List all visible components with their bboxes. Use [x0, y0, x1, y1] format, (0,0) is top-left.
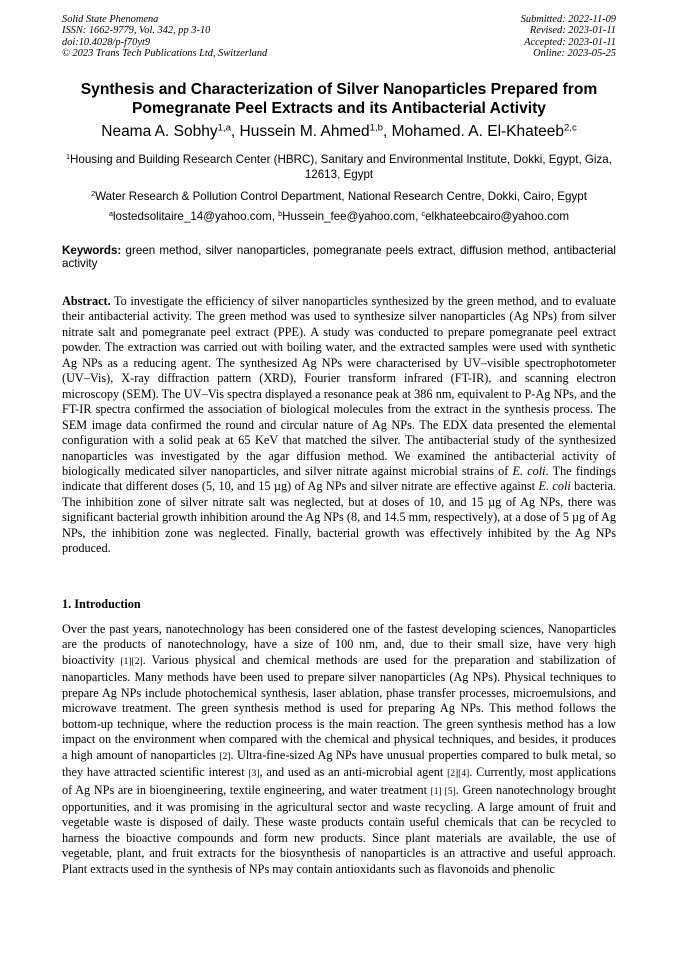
author-separator: , [382, 123, 392, 140]
author-name: Neama A. Sobhy [101, 123, 218, 140]
paper-title: Synthesis and Characterization of Silver Nanoparticles Prepared from Pomegranate Peel Extracts and its Antibacterial Activity [80, 81, 598, 117]
author-list [62, 122, 616, 141]
author-affil-sup: 2,c [563, 122, 577, 134]
species-name: E. coli [538, 479, 571, 494]
date-accepted: Accepted: 2023-01-11 [524, 36, 616, 48]
author-affil-sup: 1,b [369, 122, 383, 134]
intro-text: . Currently, most applications of Ag NPs are in bioengineering, textile engineering, and water treatment [62, 765, 617, 797]
abstract-text: To investigate the efficiency of silver nanoparticles synthesized by the green method, and to evaluate their antibacterial activity. The green method was used to synthesize silver nanoparticles (Ag NPs) from silver nitrate salt and pomegranate peel extract (PPE). A study was conducted to prepare pomegranate peel extract powder. The extraction was carried out with boiling water, and the extracted samples were used with synthetic Ag NPs as a reducing agent. The synthesized Ag NPs were characterised by UV–visible spectrophotometer (UV–Vis), X-ray diffraction pattern (XRD), Fourier transform infrared (FT-IR), and scanning electron microscopy (SEM). The UV–Vis spectra displayed a resonance peak at 386 nm, equivalent to P-Ag NPs, and the FT-IR spectra confirmed the association of biological molecules from the extract in the synthesis process. The SEM image data confirmed the round and circular nature of Ag NPs. The EDX data presented the elemental configuration with a solid peak at 65 KeV that matched the silver. The antibacterial study of the synthesized nanoparticles was investigated by the agar diffusion method. We examined the antibacterial activity of biologically medicated silver nanoparticles, and silver nitrate against microbial strains of [62, 294, 616, 478]
intro-text: . Ultra-fine-sized Ag NPs have unusual properties compared to bulk metal, so they have attracted scientific interest [62, 747, 616, 780]
affiliation-text: Water Research & Pollution Control Department, National Research Centre, Dokki, Cairo, Egypt [95, 190, 587, 203]
journal-info [62, 14, 267, 59]
keywords-text: green method, silver nanoparticles, pomegranate peels extract, diffusion method, antibacterial activity [62, 244, 616, 271]
species-name: E. coli [512, 463, 546, 478]
date-submitted: Submitted: 2022-11-09 [520, 14, 616, 25]
citation[interactable]: [2][4] [447, 769, 470, 780]
journal-copyright: © 2023 Trans Tech Publications Ltd, Switzerland [62, 47, 268, 59]
email-address[interactable]: Hussein_fee@yahoo.com, [282, 210, 422, 223]
email-sup: c [421, 209, 426, 219]
affiliation-sup: 1 [66, 152, 71, 162]
abstract [62, 294, 616, 557]
journal-issn: ISSN: 1662-9779, Vol. 342, pp 3-10 [62, 25, 211, 37]
section-heading: 1. Introduction [62, 597, 141, 611]
abstract-label: Abstract. [62, 294, 111, 308]
citation[interactable]: [1] [5] [430, 786, 456, 797]
author-affil-sup: 1,a [217, 122, 231, 134]
citation[interactable]: [3] [248, 769, 260, 780]
email-sup: a [108, 209, 113, 219]
intro-text: , and used as an anti-microbial agent [259, 765, 448, 780]
affiliation-2 [62, 189, 616, 204]
journal-name: Solid State Phenomena [62, 14, 159, 25]
citation[interactable]: [1][2] [120, 656, 143, 667]
publication-dates [521, 14, 616, 59]
keywords [62, 244, 616, 271]
abstract-text: bacteria. The inhibition zone of silver nitrate salt was neglected, but at doses of 10, and 15 µg of Ag NPs, there was significant bacterial growth inhibition around the Ag NPs (8, and 14.5 mm, respectively), at a dose of 5 µg of Ag NPs, the inhibition zone was neglected. Finally, bacterial growth was effectively inhibited by the Ag NPs produced. [62, 479, 616, 556]
email-address[interactable]: elkhateebcairo@yahoo.com [425, 210, 570, 223]
author-name: Mohamed. A. El-Khateeb [391, 123, 564, 140]
intro-text: Over the past years, nanotechnology has been considered one of the fastest developing sciences, Nanoparticles are the products of nanotechnology, have a size of 100 nm, and, due to their small size, have very high bioactivity [62, 622, 616, 667]
author-name: Hussein M. Ahmed [239, 123, 370, 140]
email-address[interactable]: lostedsolitaire_14@yahoo.com, [112, 210, 279, 223]
journal-doi[interactable]: doi:10.4028/p-f70yt9 [62, 36, 151, 48]
date-revised: Revised: 2023-01-11 [529, 25, 616, 37]
introduction-body [62, 622, 616, 877]
email-sup: b [278, 209, 283, 219]
keywords-label: Keywords: [62, 244, 122, 257]
author-separator: , [230, 123, 240, 140]
affiliation-sup: 2 [91, 189, 96, 199]
citation[interactable]: [2] [219, 751, 231, 762]
abstract-text: . The findings indicate that different doses (5, 10, and 15 µg) of Ag NPs and silver nitrate are effective against [62, 463, 616, 494]
author-emails [62, 209, 616, 224]
affiliation-text: Housing and Building Research Center (HBRC), Sanitary and Environmental Institute, Dokki, Egypt, Giza, 12613, Egypt [70, 153, 612, 181]
affiliation-1 [62, 152, 616, 182]
intro-text: . Green nanotechnology brought opportunities, and it was promising in the agricultural sector and waste recycling. A large amount of fruit and vegetable waste is disposed of daily. These waste products contain useful chemicals that can be recycled to harness the bioactive compounds and form new products. Since plant materials are available, the use of vegetable, plant, and fruit extracts for the biosynthesis of nanoparticles is an attractive and useful approach. Plant extracts used in the synthesis of NPs may contain antioxidants such as flavonoids and phenolic [62, 782, 617, 876]
intro-text: . Various physical and chemical methods are used for the preparation and stabilization of nanoparticles. Many methods have been used to prepare silver nanoparticles (Ag NPs). Physical techniques to prepare Ag NPs include photochemical synthesis, laser ablation, phase transfer processes, microemulsions, and microwave treatment. The green synthesis method is used for preparing Ag NPs. This method follows the bottom-up technique, where the reduction process is the main reaction. The green synthesis method has a low impact on the environment when compared with the chemical and physical techniques, and besides, it produces a high amount of nanoparticles [62, 652, 616, 762]
date-online: Online: 2023-05-25 [533, 47, 616, 59]
